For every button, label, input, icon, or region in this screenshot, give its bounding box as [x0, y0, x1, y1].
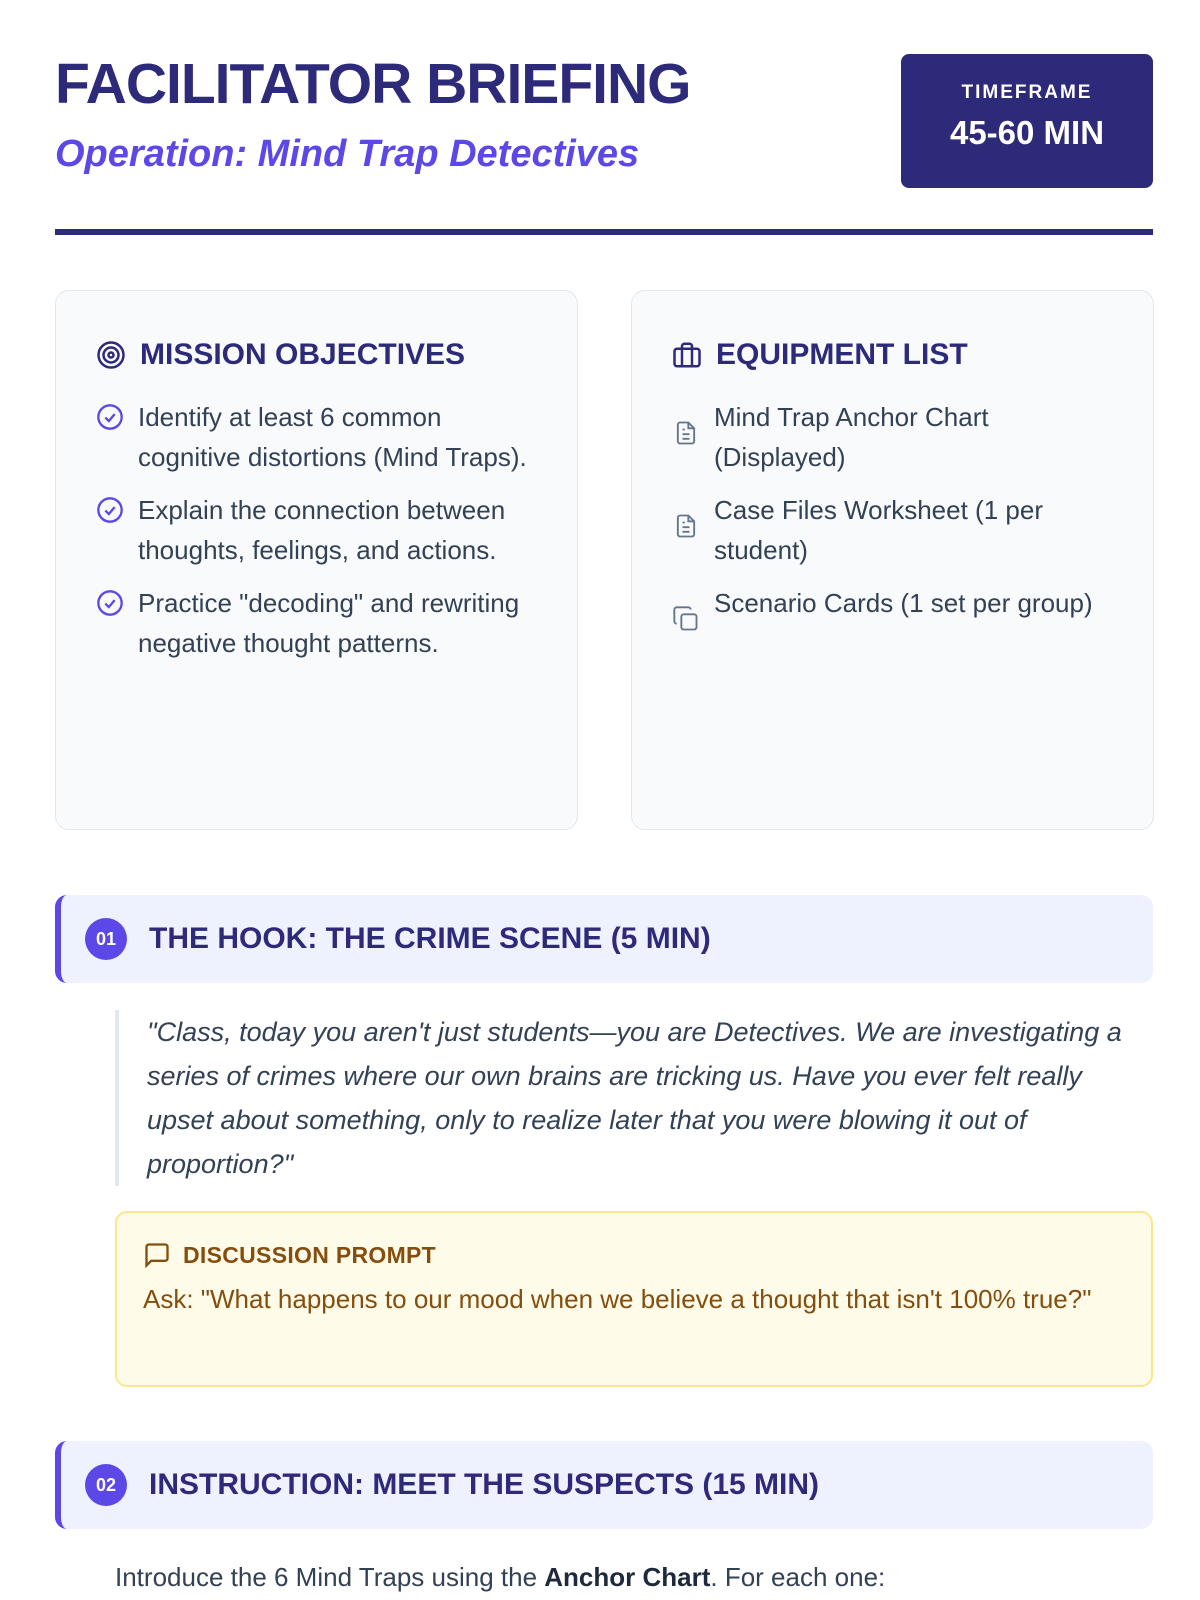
equipment-text: Mind Trap Anchor Chart (Displayed) [714, 402, 989, 472]
section-header-instruction [55, 1441, 1153, 1529]
equipment-text: Scenario Cards (1 set per group) [714, 588, 1093, 618]
timeframe-label: TIMEFRAME [961, 82, 1093, 103]
discussion-prompt-label: DISCUSSION PROMPT [183, 1241, 437, 1268]
header-divider [55, 229, 1153, 235]
timeframe-badge [901, 54, 1153, 188]
equipment-item [672, 490, 1113, 570]
section-title: INSTRUCTION: MEET THE SUSPECTS (15 MIN) [149, 1468, 820, 1501]
objective-text: Explain the connection between thoughts, feelings, and actions. [138, 495, 506, 565]
objective-text: Practice "decoding" and rewriting negative thought patterns. [138, 588, 520, 658]
instruction-intro [115, 1557, 1155, 1597]
page-subtitle: Operation: Mind Trap Detectives [55, 133, 640, 175]
objectives-list [96, 397, 537, 663]
objective-item [96, 397, 537, 477]
section-number-badge: 02 [85, 1464, 127, 1506]
briefcase-icon [672, 340, 702, 370]
equipment-list-title: EQUIPMENT LIST [716, 338, 968, 371]
page-title: FACILITATOR BRIEFING [55, 52, 691, 116]
intro-text: Introduce the 6 Mind Traps using the [115, 1562, 545, 1592]
section-number-badge: 01 [85, 918, 127, 960]
equipment-item [672, 583, 1113, 633]
chat-icon [143, 1241, 171, 1269]
check-circle-icon [96, 403, 124, 431]
objective-text: Identify at least 6 common cognitive distortions (Mind Traps). [138, 402, 527, 472]
discussion-prompt-text: Ask: "What happens to our mood when we believe a thought that isn't 100% true?" [143, 1284, 1092, 1314]
objective-item [96, 583, 537, 663]
check-circle-icon [96, 496, 124, 524]
equipment-list [672, 397, 1113, 633]
equipment-text: Case Files Worksheet (1 per student) [714, 495, 1043, 565]
section-header-hook [55, 895, 1153, 983]
intro-emphasis: Anchor Chart [544, 1562, 711, 1592]
section-title: THE HOOK: THE CRIME SCENE (5 MIN) [149, 922, 711, 955]
mission-objectives-title: MISSION OBJECTIVES [140, 338, 466, 371]
cards-icon [672, 605, 700, 633]
target-icon [96, 340, 126, 370]
equipment-list-card [631, 290, 1154, 830]
briefing-header [55, 52, 1153, 232]
equipment-item [672, 397, 1113, 477]
intro-text-end: . For each one: [710, 1562, 886, 1592]
check-circle-icon [96, 589, 124, 617]
document-icon [672, 512, 700, 540]
timeframe-value: 45-60 MIN [949, 114, 1105, 151]
script-quote: "Class, today you aren't just students—you are Detectives. We are investigating a series of crimes where our own brains are tricking us. Have you ever felt really upset about something, only to realize later that you were blowing it out of proportion?" [115, 1010, 1155, 1186]
discussion-prompt-box [115, 1211, 1153, 1387]
objective-item [96, 490, 537, 570]
document-icon [672, 419, 700, 447]
mission-objectives-card [55, 290, 578, 830]
